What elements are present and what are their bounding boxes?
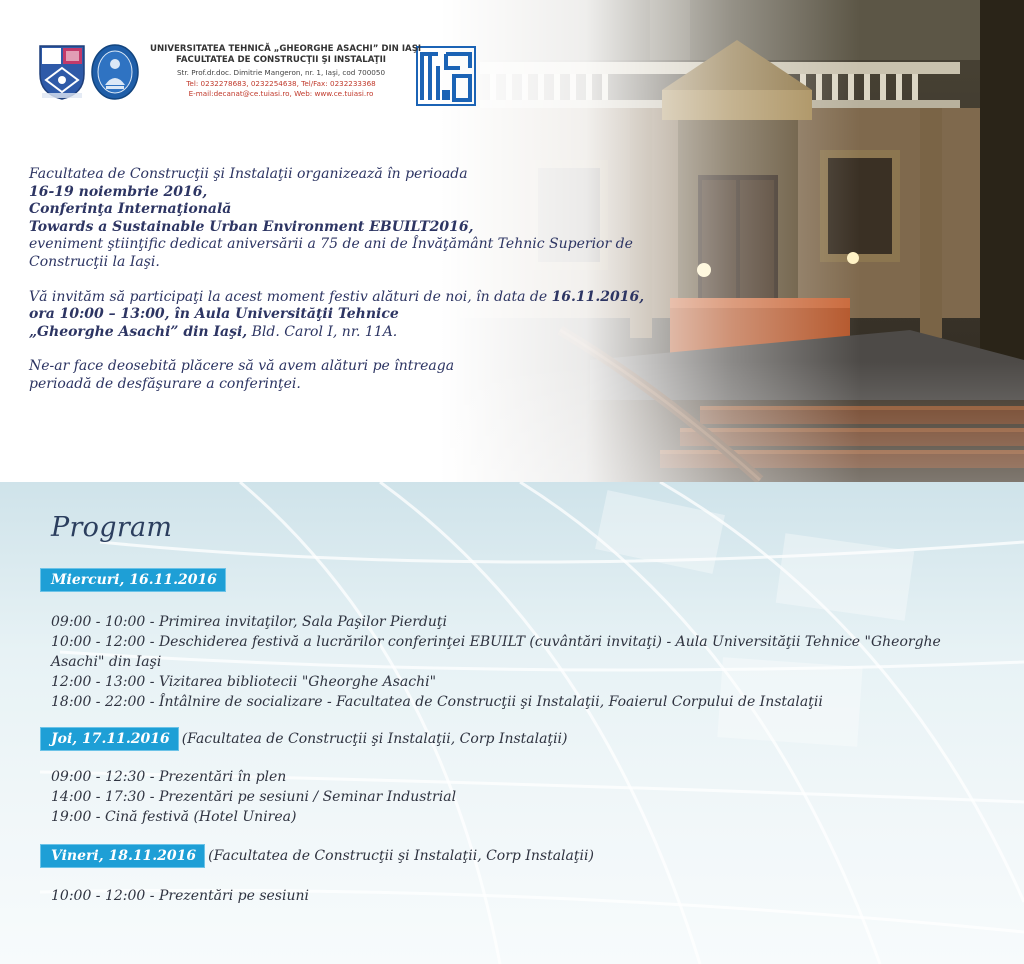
department-logo-icon [416, 46, 476, 110]
schedule-item: 10:00 - 12:00 - Deschiderea festivă a lucrărilor conferinţei EBUILT (cuvântări invitaţi) - Aula Universităţii Tehnice "Gheorghe Asachi" din Iaşi [51, 634, 941, 670]
day-1-schedule [51, 612, 991, 712]
day-1-badge: Miercuri, 16.11.2016 [40, 568, 226, 592]
program-section [0, 482, 1024, 964]
schedule-item: 10:00 - 12:00 - Prezentări pe sesiuni [51, 888, 309, 904]
schedule-item: 09:00 - 10:00 - Primirea invitaţilor, Sala Paşilor Pierduţi [51, 614, 448, 630]
schedule-item: 09:00 - 12:30 - Prezentări în plen [51, 769, 287, 785]
faculty-address: Str. Prof.dr.doc. Dimitrie Mangeron, nr. 1, Iaşi, cod 700050 [176, 68, 386, 77]
intro-paragraph-1 [29, 166, 689, 272]
intro-line-rest: eveniment ştiinţific dedicat aniversării a 75 de ani de Învăţământ Tehnic Superior de Construcţii la Iaşi. [29, 236, 633, 270]
schedule-item: 19:00 - Cină festivă (Hotel Unirea) [51, 809, 297, 825]
university-crest-icon [38, 44, 86, 104]
day-2-schedule [51, 767, 991, 827]
faculty-phone: Tel: 0232278683, 0232254638, Tel/Fax: 0232233368 [186, 78, 376, 88]
university-name: UNIVERSITATEA TEHNICĂ „GHEORGHE ASACHI” DIN IAŞI [150, 44, 422, 54]
day-3-schedule [51, 886, 991, 906]
conference-dates: 16-19 noiembrie 2016, [29, 183, 208, 200]
program-title: Program [51, 512, 173, 543]
invite-time: ora 10:00 – 13:00, în Aula Universităţii Tehnice [29, 306, 399, 323]
faculty-name: FACULTATEA DE CONSTRUCŢII ŞI INSTALAŢII [176, 55, 386, 65]
faculty-contact: E-mail:decanat@ce.tuiasi.ro, Web: www.ce.tuiasi.ro [188, 89, 374, 98]
day-2-header [40, 727, 568, 751]
invite-place: „Gheorghe Asachi” din Iaşi, [29, 323, 248, 340]
schedule-item: 14:00 - 17:30 - Prezentări pe sesiuni / Seminar Industrial [51, 789, 457, 805]
day-3-badge: Vineri, 18.11.2016 [40, 844, 205, 868]
conference-title: Towards a Sustainable Urban Environment EBUILT2016, [29, 218, 474, 235]
day-1-header [40, 568, 226, 592]
intro-paragraph-2 [29, 289, 689, 342]
conference-label: Conferinţa Internaţională [29, 201, 232, 218]
day-2-location: (Facultatea de Construcţii şi Instalaţii, Corp Instalaţii) [181, 731, 568, 747]
invite-date: 16.11.2016, [551, 288, 645, 305]
intro-paragraph-3: Ne-ar face deosebită plăcere să vă avem alături pe întreaga perioadă de desfăşurare a conferinţei. [29, 358, 455, 392]
schedule-item: 12:00 - 13:00 - Vizitarea bibliotecii "Gheorghe Asachi" [51, 674, 437, 690]
intro-line-1: Facultatea de Construcţii şi Instalaţii organizează în perioada [29, 166, 468, 182]
invite-text: Vă invităm să participaţi la acest moment festiv alături de noi, în data de [29, 288, 552, 305]
schedule-item: 18:00 - 22:00 - Întâlnire de socializare - Facultatea de Construcţii şi Instalaţii, Foaierul Corpului de Instalaţii [51, 694, 823, 710]
faculty-seal-icon [90, 43, 140, 105]
invitation-text [29, 166, 689, 411]
day-3-header [40, 844, 594, 868]
invite-address: Bld. Carol I, nr. 11A. [247, 323, 398, 340]
day-2-badge: Joi, 17.11.2016 [40, 727, 179, 751]
day-3-location: (Facultatea de Construcţii şi Instalaţii, Corp Instalaţii) [208, 848, 594, 864]
institution-header [150, 44, 422, 100]
